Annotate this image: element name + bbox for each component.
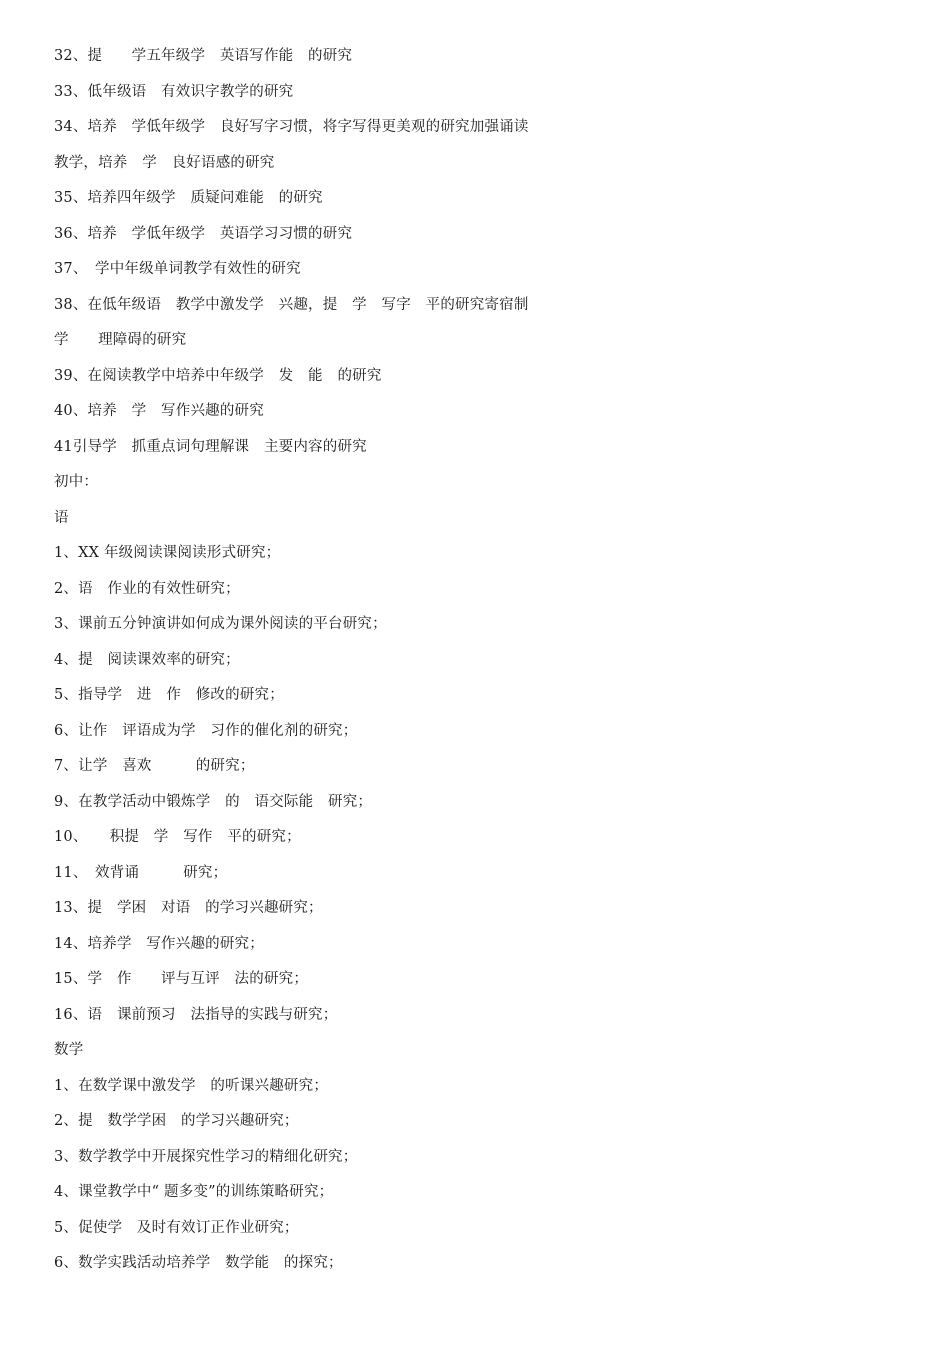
text-line: 1、XX 年级阅读课阅读形式研究；: [54, 545, 281, 561]
text-line: 16、语 课前预习 法指导的实践与研究；: [54, 1006, 338, 1023]
text-line: 32、提 学五年级学 英语写作能 的研究: [54, 48, 353, 64]
text-line: 39、在阅读教学中培养中年级学 发 能 的研究: [54, 367, 382, 384]
section-heading: 数学: [54, 1042, 84, 1058]
text-line: 5、促使学 及时有效订正作业研究；: [54, 1219, 299, 1236]
text-line: 33、低年级语 有效识字教学的研究: [54, 83, 294, 100]
text-line: 34、培养 学低年级学 良好写字习惯，将字写得更美观的研究加强诵读: [54, 119, 529, 135]
text-line: 4、提 阅读课效率的研究；: [54, 651, 240, 668]
text-line: 36、培养 学低年级学 英语学习习惯的研究: [54, 225, 353, 242]
text-line: 10、 积提 学 写作 平的研究；: [54, 829, 301, 845]
text-line: 9、在教学活动中锻炼学 的 语交际能 研究；: [54, 793, 373, 810]
text-line: 37、 学中年级单词教学有效性的研究: [54, 261, 301, 277]
text-line: 教学，培养 学 良好语感的研究: [54, 154, 275, 171]
section-heading: 初中：: [54, 474, 99, 490]
text-line: 38、在低年级语 教学中激发学 兴趣，提 学 写字 平的研究寄宿制: [54, 296, 529, 313]
section-heading: 语: [54, 509, 69, 526]
text-line: 40、培养 学 写作兴趣的研究: [54, 403, 264, 419]
text-line: 13、提 学困 对语 的学习兴趣研究；: [54, 900, 323, 916]
text-line: 15、学 作 评与互评 法的研究；: [54, 971, 309, 987]
text-line: 6、让作 评语成为学 习作的催化剂的研究；: [54, 722, 358, 739]
text-line: 3、数学教学中开展探究性学习的精细化研究；: [54, 1148, 358, 1165]
text-line: 2、提 数学学困 的学习兴趣研究；: [54, 1113, 299, 1129]
text-line: 5、指导学 进 作 修改的研究；: [54, 687, 284, 703]
text-line: 3、课前五分钟演讲如何成为课外阅读的平台研究；: [54, 616, 387, 632]
text-line: 11、 效背诵 研究；: [54, 864, 228, 881]
text-line: 7、让学 喜欢 的研究；: [54, 758, 255, 774]
text-line: 14、培养学 写作兴趣的研究；: [54, 935, 264, 952]
text-line: 1、在数学课中激发学 的听课兴趣研究；: [54, 1077, 329, 1094]
text-line: 6、数学实践活动培养学 数学能 的探究；: [54, 1255, 343, 1271]
text-line: 35、培养四年级学 质疑问难能 的研究: [54, 190, 323, 206]
text-line: 2、语 作业的有效性研究；: [54, 580, 240, 597]
document-body: [54, 44, 914, 1287]
text-line: 41引导学 抓重点词句理解课 主要内容的研究: [54, 438, 367, 455]
text-line: 4、课堂教学中“ 题多变”的训练策略研究；: [54, 1184, 334, 1200]
text-line: 学 理障碍的研究: [54, 332, 187, 348]
